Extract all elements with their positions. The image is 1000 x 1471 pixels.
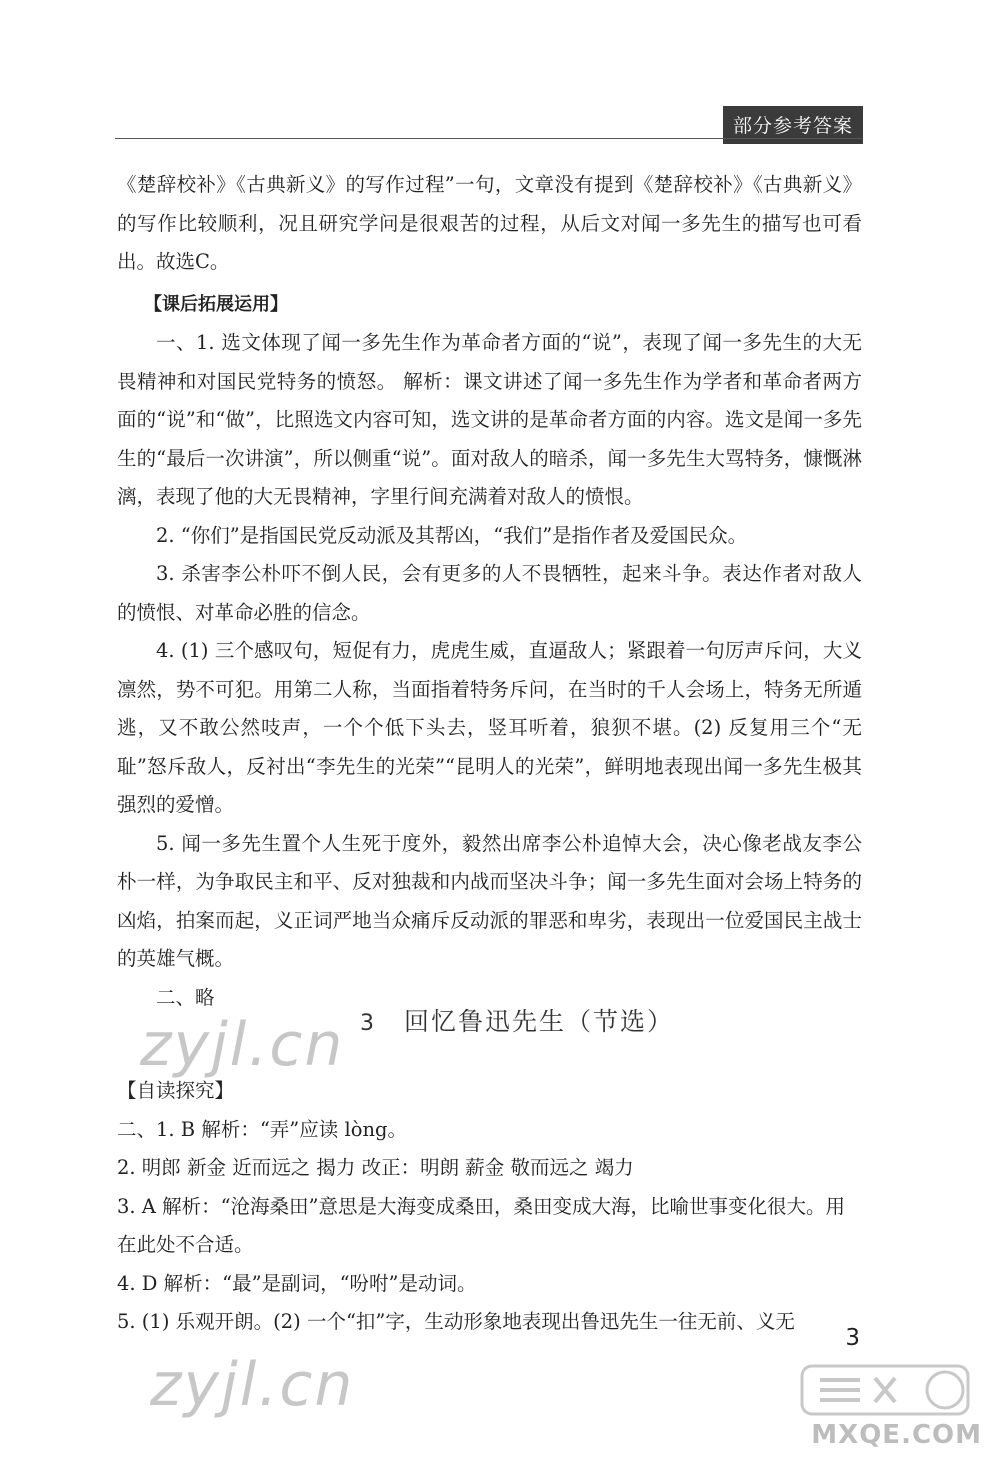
- answer-item: 3. A 解析：“沧海桑田”意思是大海变成桑田，桑田变成大海，比喻世事变化很大。用在此处不合适。: [117, 1194, 846, 1256]
- lesson-title-text: 回忆鲁迅先生（节选）: [404, 1007, 675, 1036]
- page-number: 3: [845, 1325, 860, 1351]
- answer-item: 5. (1) 乐观开朗。(2) 一个“扣”字，生动形象地表现出鲁迅先生一往无前、义无: [117, 1310, 795, 1333]
- answer-item: 一、1. 选文体现了闻一多先生作为革命者方面的“说”，表现了闻一多先生的大无畏精神和对国民党特务的愤怒。 解析：课文讲述了闻一多先生作为学者和革命者两方面的“说”和“做”，比照选文内容可知，选文讲的是革命者方面的内容。选文是闻一多先生的“最后一次讲演”，所以侧重“说”。面对敌人的暗杀，闻一多先生大骂特务，慷慨淋漓，表现了他的大无畏精神，字里行间充满着对敌人的愤恨。: [117, 331, 862, 508]
- lesson-number: 3: [360, 1011, 376, 1036]
- continued-paragraph: 《楚辞校补》《古典新义》的写作过程”一句，文章没有提到《楚辞校补》《古典新义》的写作比较顺利，况且研究学问是很艰苦的过程，从后文对闻一多先生的描写也可看出。故选C。: [117, 173, 862, 273]
- stamp-watermark: MXQE.COM: [811, 1420, 982, 1450]
- answer-item: 2. “你们”是指国民党反动派及其帮凶，“我们”是指作者及爱国民众。: [156, 523, 748, 547]
- lesson-title: [360, 1002, 674, 1038]
- section-heading: 【自读探究】: [117, 1079, 235, 1102]
- answer-item: 5. 闻一多先生置个人生死于度外，毅然出席李公朴追悼大会，决心像老战友李公朴一样，为争取民主和平、反对独裁和内战而坚决斗争；闻一多先生面对会场上特务的凶焰，拍案而起，义正词严地当众痛斥反动派的罪恶和卑劣，表现出一位爱国民主战士的英雄气概。: [117, 831, 862, 970]
- header-divider: [115, 138, 863, 139]
- answer-item: 二、略: [156, 985, 215, 1009]
- answer-item: 4. D 解析：“最”是副词，“吩咐”是动词。: [117, 1271, 477, 1295]
- watermark-text: zyjl.cn: [150, 1350, 355, 1420]
- section-title-badge: 部分参考答案: [723, 106, 863, 144]
- answer-item: 3. 杀害李公朴吓不倒人民，会有更多的人不畏牺牲，起来斗争。表达作者对敌人的愤恨、对革命必胜的信念。: [117, 562, 862, 624]
- answer-item: 4. (1) 三个感叹句，短促有力，虎虎生威，直逼敌人；紧跟着一句厉声斥问，大义凛然，势不可犯。用第二人称，当面指着特务斥问，在当时的千人会场上，特务无所遁逃，又不敢公然吱声，一个个低下头去，竖耳听着，狼狈不堪。(2) 反复用三个“无耻”怒斥敌人，反衬出“李先生的光荣”“昆明人的光荣”，鲜明地表现出闻一多先生极其强烈的爱憎。: [117, 639, 862, 816]
- stamp-logo-icon: [800, 1360, 970, 1420]
- answer-item: 二、1. B 解析：“弄”应读 lòng。: [117, 1117, 407, 1141]
- answer-content: [117, 166, 862, 1017]
- lesson-answers: [117, 1072, 862, 1342]
- answer-item: 2. 明郎 新金 近而远之 揭力 改正：明朗 薪金 敬而远之 竭力: [117, 1156, 634, 1179]
- watermark-text: zyjl.cn: [140, 1010, 345, 1080]
- section-heading: 【课后拓展运用】: [144, 293, 288, 315]
